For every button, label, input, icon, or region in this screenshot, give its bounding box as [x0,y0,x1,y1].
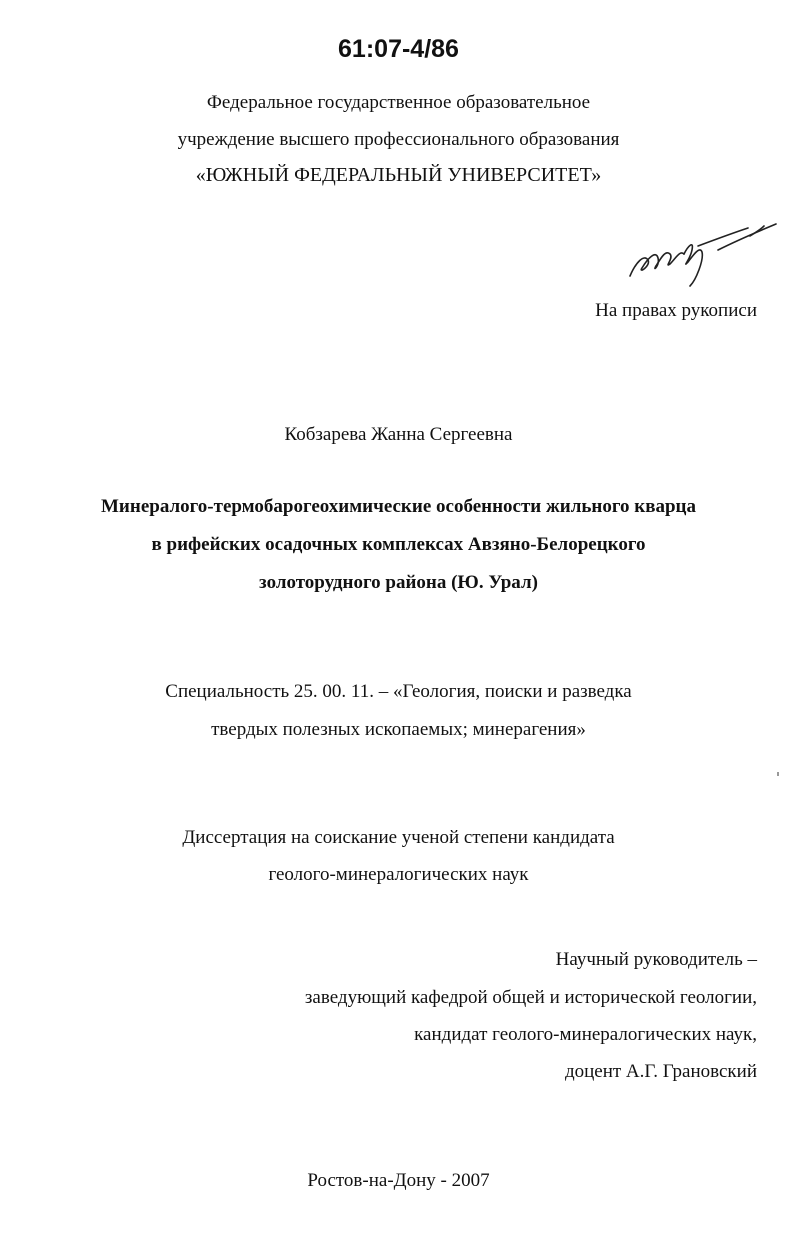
supervisor-line-2: заведующий кафедрой общей и исторической геологии, [304,987,757,1008]
supervisor-line-4: доцент А.Г. Грановский [564,1061,757,1082]
title-line-3: золоторудного района (Ю. Урал) [259,572,538,593]
specialty-line-1: Специальность 25. 00. 11. – «Геология, поиски и разведка [165,681,632,702]
supervisor-line-3: кандидат геолого-минералогических наук, [414,1024,757,1045]
title-line-2: в рифейских осадочных комплексах Авзяно-Белорецкого [151,534,646,555]
specialty-line-2: твердых полезных ископаемых; минерагения» [211,719,586,740]
handwritten-signature [622,210,782,290]
supervisor-line-1: Научный руководитель – [555,949,757,970]
title-line-1: Минералого-термобарогеохимические особенности жильного кварца [101,496,696,517]
degree-line-1: Диссертация на соискание ученой степени кандидата [182,827,615,848]
scan-speck [777,772,779,776]
registry-code: 61:07-4/86 [338,35,459,63]
author-name: Кобзарева Жанна Сергеевна [284,424,513,445]
degree-line-2: геолого-минералогических наук [268,864,529,885]
city-year: Ростов-на-Дону - 2007 [307,1170,490,1191]
rights-note: На правах рукописи [595,300,757,321]
institution-line-2: учреждение высшего профессионального образования [177,129,620,150]
institution-line-1: Федеральное государственное образовательное [206,92,591,113]
university-name: «ЮЖНЫЙ ФЕДЕРАЛЬНЫЙ УНИВЕРСИТЕТ» [195,164,602,186]
